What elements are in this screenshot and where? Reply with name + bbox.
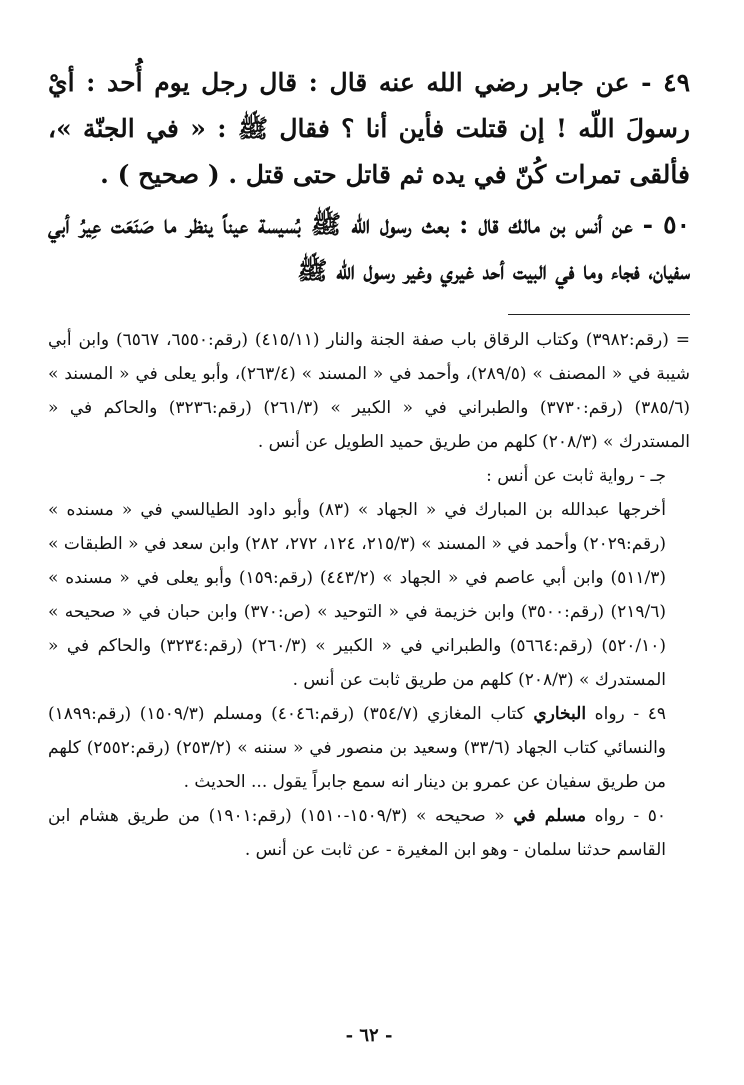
document-page	[48, 60, 690, 1060]
footnote-50-text: « صحيحه » (١٥٠٩/٣-١٥١٠) (رقم:١٩٠١) من طريق هشام ابن القاسم حدثنا سلمان - وهو ابن المغيرة - عن ثابت عن أنس .	[48, 806, 666, 860]
footnotes	[48, 323, 690, 867]
footnote-49-prefix: ٤٩ - رواه	[586, 704, 666, 724]
page-number: - ٦٢ -	[345, 1025, 393, 1046]
footnote-49-source: البخاري	[533, 704, 587, 724]
footnote-50-prefix: ٥٠ - رواه	[586, 806, 666, 826]
footnote-separator	[508, 314, 690, 315]
footnote-49	[48, 697, 690, 799]
hadith-50: ٥٠ - عن أنس بن مالك قال : بعث رسول اللّه ﷺ بُسيسة عيناً ينظر ما صَنَعَت عِيرُ أبي سفيان، فجاء وما في البيت أحد غيري وغير رسول اللّه ﷺ	[48, 210, 690, 285]
footnote-continuation: = (رقم:٣٩٨٢) وكتاب الرقاق باب صفة الجنة والنار (٤١٥/١١) (رقم:٦٥٥٠، ٦٥٦٧) وابن أبي شيبة في « المصنف » (٢٨٩/٥)، وأحمد في « المسند » (٢٦٣/٤)، وأبو يعلى في « المسند » (٣٨٥/٦) (رقم:٣٧٣٠) والطبراني في « الكبير » (٢٦١/٣) (رقم:٣٢٣٦) والحاكم في « المستدرك » (٢٠٨/٣) كلهم من طريق حميد الطويل عن أنس .	[48, 330, 691, 452]
footnote-thabit: أخرجها عبدالله بن المبارك في « الجهاد » (٨٣) وأبو داود الطيالسي في « مسنده » (رقم:٢٠٢٩) وأحمد في « المسند » (٢١٥/٣، ١٢٤، ٢٧٢، ٢٨٢) وابن سعد في « الطبقات » (٥١١/٣) وابن أبي عاصم في « الجهاد » (٤٤٣/٢) (رقم:١٥٩) وأبو يعلى في « مسنده » (٢١٩/٦) (رقم:٣٥٠٠) وابن خزيمة في « التوحيد » (ص:٣٧٠) وابن حبان في « صحيحه » (٥٢٠/١٠) (رقم:٥٦٦٤) والطبراني في « الكبير » (٢٦٠/٣) (رقم:٣٢٣٤) والحاكم في « المستدرك » (٢٠٨/٣) كلهم من طريق ثابت عن أنس .	[48, 500, 667, 690]
footnote-49-text: كتاب المغازي (٣٥٤/٧) (رقم:٤٠٤٦) ومسلم (١٥٠٩/٣) (رقم:١٨٩٩) والنسائي كتاب الجهاد (٣٣/٦) وسعيد بن منصور في « سننه » (٢٥٣/٢) (رقم:٢٥٥٢) كلهم من طريق سفيان عن عمرو بن دينار انه سمع جابراً يقول ... الحديث .	[48, 704, 667, 792]
footnote-50-source: مسلم في	[513, 806, 587, 826]
hadith-49: ٤٩ - عن جابر رضي الله عنه قال : قال رجل يوم أُحد : أيْ رسولَ اللّه ! إن قتلت فأين أنا ؟ فقال ﷺ : « في الجنّة »، فألقى تمرات كُنّ في يده ثم قاتل حتى قتل . ( صحيح ) .	[48, 68, 690, 189]
footnote-50	[48, 799, 690, 867]
footnote-subheading: جـ - رواية ثابت عن أنس :	[486, 466, 666, 486]
main-text	[48, 60, 690, 294]
